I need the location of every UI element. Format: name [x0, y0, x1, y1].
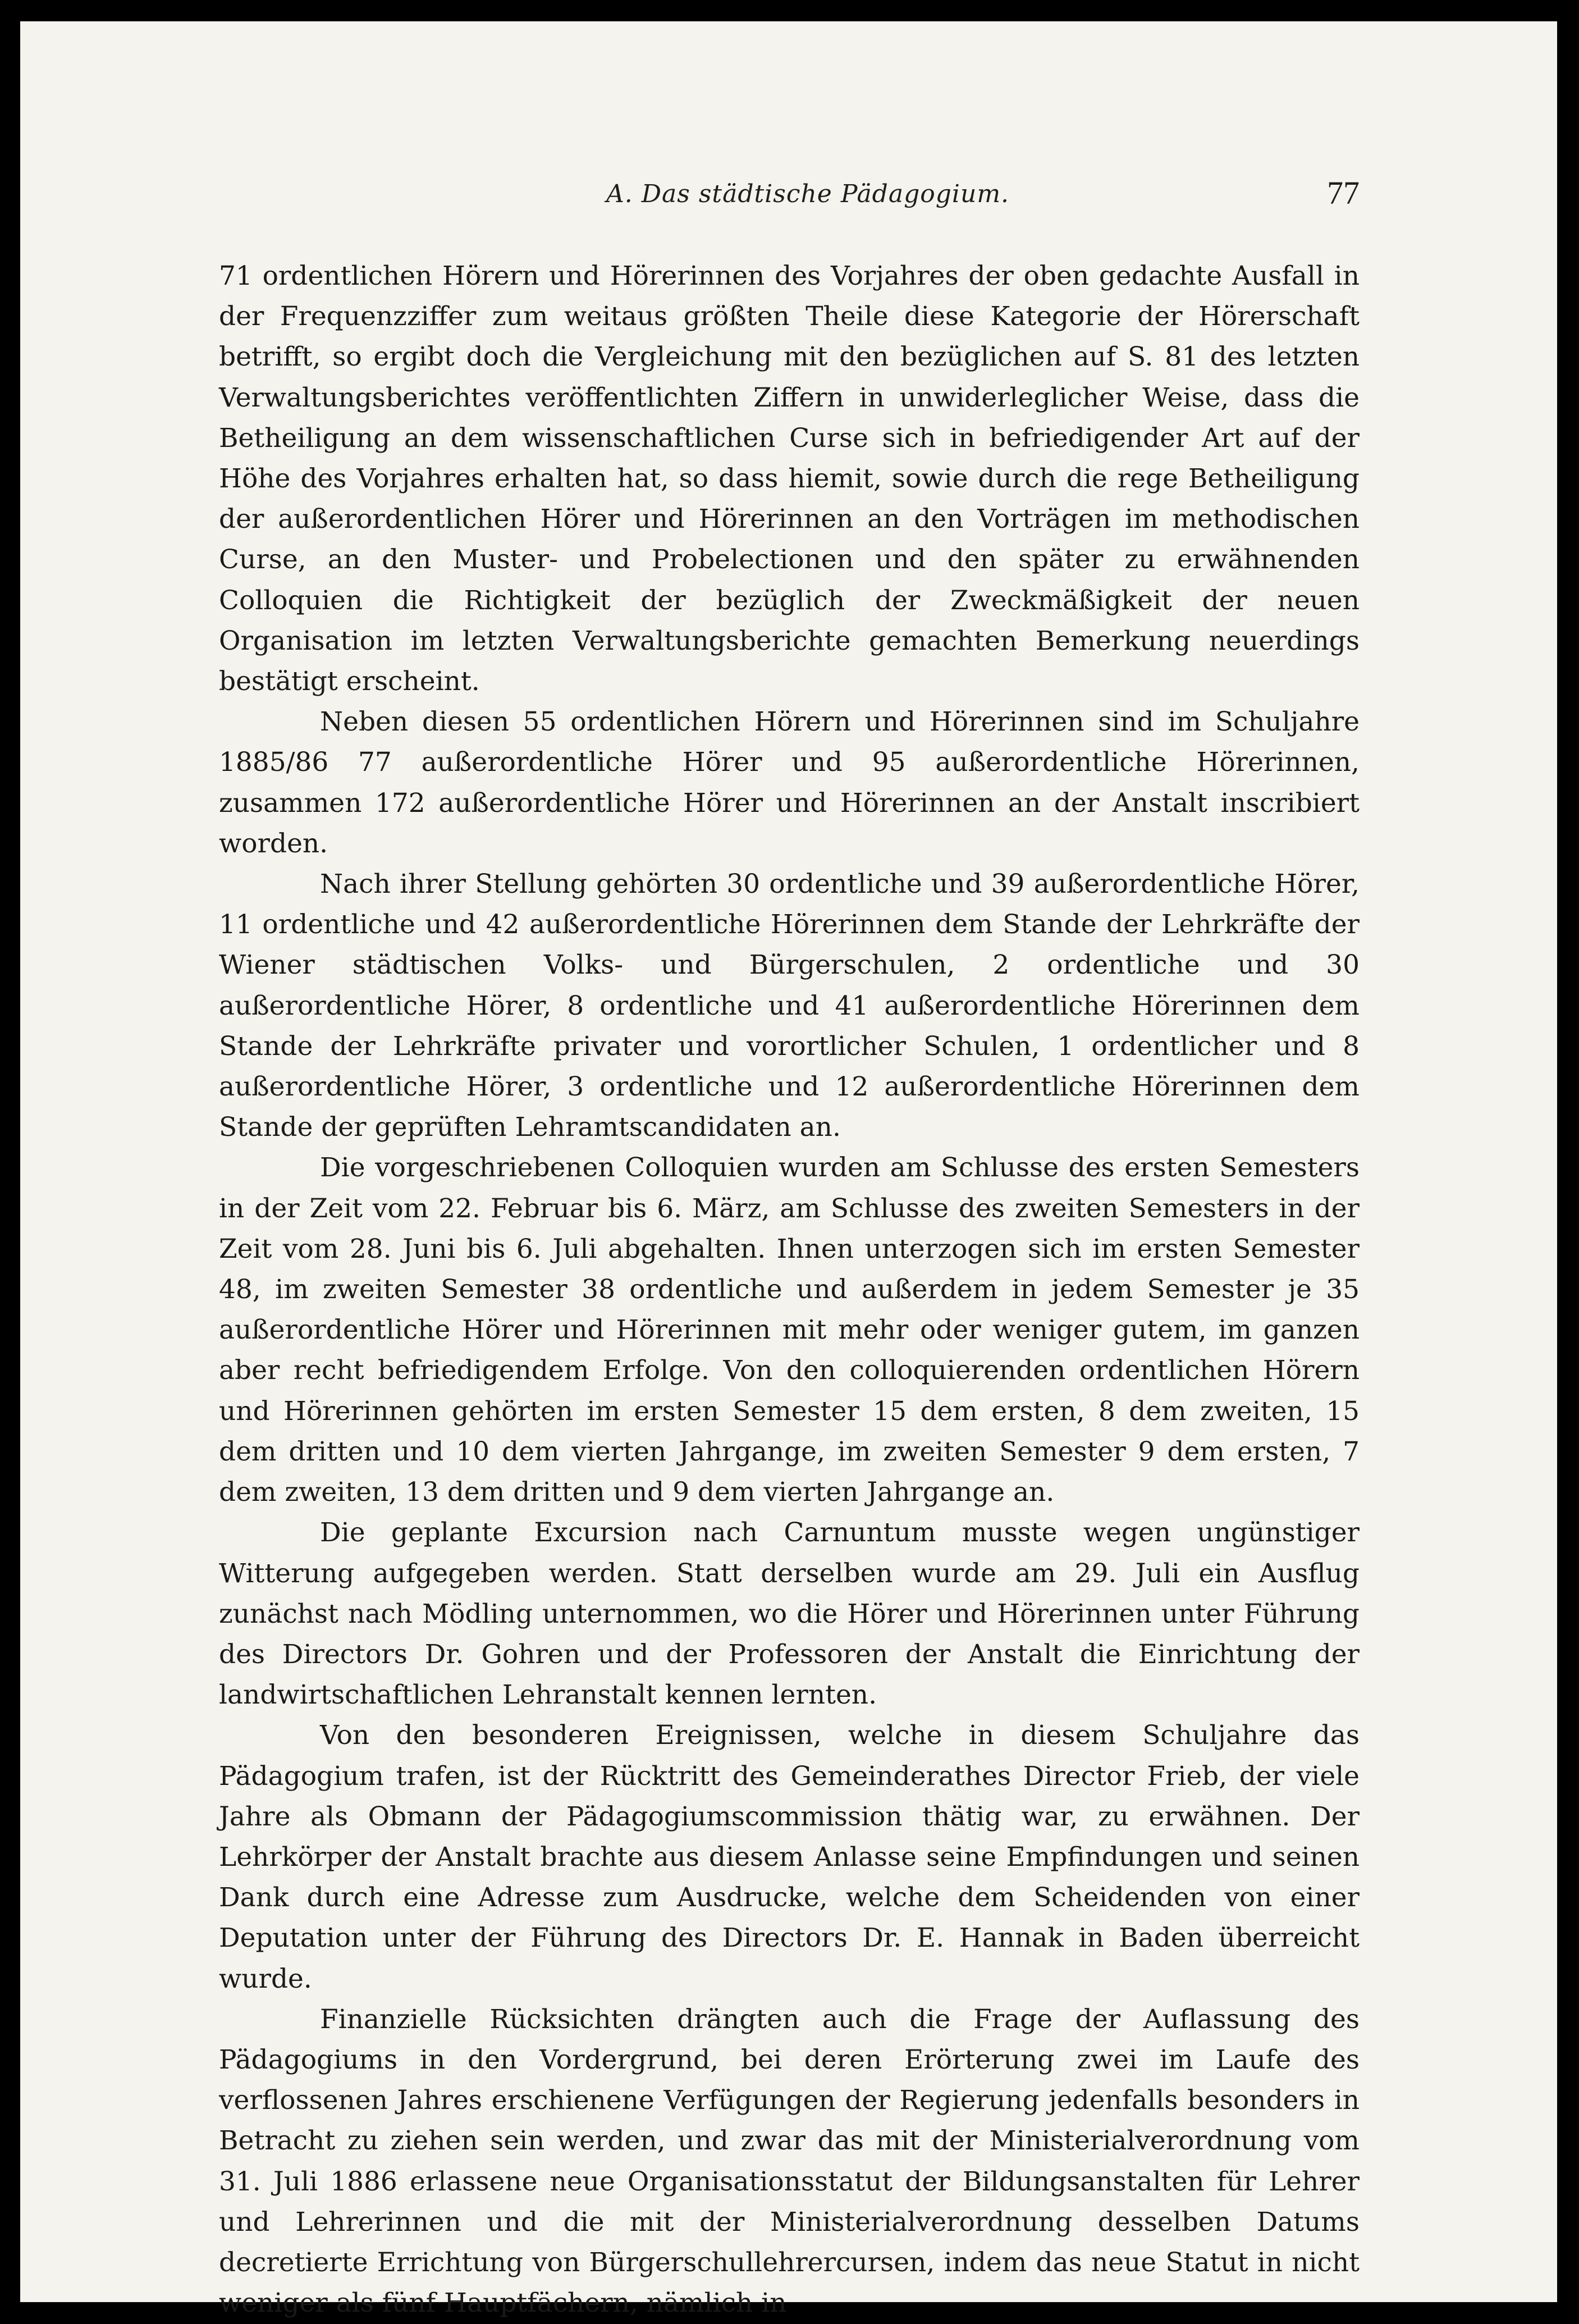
- body-text: [219, 256, 1360, 2323]
- paragraph-3: Nach ihrer Stellung gehörten 30 ordentliche und 39 außerordentliche Hörer, 11 ordentliche und 42 außerordentliche Hörerinnen dem Stande der Lehrkräfte der Wiener städtischen Volks- und Bürgerschulen, 2 ordentliche und 30 außerordentliche Hörer, 8 ordentliche und 41 außerordentliche Hörerinnen dem Stande der Lehrkräfte privater und vorortlicher Schulen, 1 ordentlicher und 8 außerordentliche Hörer, 3 ordentliche und 12 außerordentliche Hörerinnen dem Stande der geprüften Lehramtscandidaten an.: [219, 869, 1360, 1143]
- paragraph-7: Finanzielle Rücksichten drängten auch die Frage der Auflassung des Pädagogiums in den Vordergrund, bei deren Erörterung zwei im Laufe des verflossenen Jahres erschienene Verfügungen der Regierung jedenfalls besonders in Betracht zu ziehen sein werden, und zwar das mit der Ministerialverordnung vom 31. Juli 1886 erlassene neue Organisationsstatut der Bildungsanstalten für Lehrer und Lehrerinnen und die mit der Ministerialverordnung desselben Datums decretierte Errichtung von Bürgerschullehrercursen, indem das neue Statut in nicht weniger als fünf Hauptfächern, nämlich in: [219, 2003, 1360, 2319]
- page: [20, 21, 1557, 2319]
- paragraph-4: Die vorgeschriebenen Colloquien wurden am Schlusse des ersten Semesters in der Zeit vom 22. Februar bis 6. März, am Schlusse des zweiten Semesters in der Zeit vom 28. Juni bis 6. Juli abgehalten. Ihnen unterzogen sich im ersten Semester 48, im zweiten Semester 38 ordentliche und außerdem in jedem Semester je 35 außerordentliche Hörer und Hörerinnen mit mehr oder weniger gutem, im ganzen aber recht befriedigendem Erfolge. Von den colloquierenden ordentlichen Hörern und Hörerinnen gehörten im ersten Semester 15 dem ersten, 8 dem zweiten, 15 dem dritten und 10 dem vierten Jahrgange, im zweiten Semester 9 dem ersten, 7 dem zweiten, 13 dem dritten und 9 dem vierten Jahrgange an.: [219, 1152, 1360, 1508]
- paragraph-5: Die geplante Excursion nach Carnuntum musste wegen ungünstiger Witterung aufgegeben werden. Statt derselben wurde am 29. Juli ein Ausflug zunächst nach Mödling unternommen, wo die Hörer und Hörerinnen unter Führung des Directors Dr. Gohren und der Professoren der Anstalt die Einrichtung der landwirtschaftlichen Lehranstalt kennen lernten.: [219, 1517, 1360, 1711]
- paragraph-1: 71 ordentlichen Hörern und Hörerinnen des Vorjahres der oben gedachte Ausfall in der Frequenzziffer zum weitaus größten Theile diese Kategorie der Hörerschaft betrifft, so ergibt doch die Vergleichung mit den bezüglichen auf S. 81 des letzten Verwaltungsberichtes veröffentlichten Ziffern in unwiderleglicher Weise, dass die Betheiligung an dem wissenschaftlichen Curse sich in befriedigender Art auf der Höhe des Vorjahres erhalten hat, so dass hiemit, sowie durch die rege Betheiligung der außerordentlichen Hörer und Hörerinnen an den Vorträgen im methodischen Curse, an den Muster- und Probelectionen und den später zu erwähnenden Colloquien die Richtigkeit der bezüglich der Zweckmäßigkeit der neuen Organisation im letzten Verwaltungsberichte gemachten Bemerkung neuerdings bestätigt erscheint.: [219, 261, 1360, 697]
- paragraph-2: Neben diesen 55 ordentlichen Hörern und Hörerinnen sind im Schuljahre 1885/86 77 außerordentliche Hörer und 95 außerordentliche Hörerinnen, zusammen 172 außerordentliche Hörer und Hörerinnen an der Anstalt inscribiert worden.: [219, 706, 1360, 859]
- running-head: A. Das städtische Pädagogium.: [606, 180, 1010, 208]
- page-header: [219, 174, 1360, 219]
- page-number: 77: [1327, 175, 1360, 211]
- paragraph-6: Von den besonderen Ereignissen, welche in diesem Schuljahre das Pädagogium trafen, ist der Rücktritt des Gemeinderathes Director Frieb, der viele Jahre als Obmann der Pädagogiumscommission thätig war, zu erwähnen. Der Lehrkörper der Anstalt brachte aus diesem Anlasse seine Empfindungen und seinen Dank durch eine Adresse zum Ausdrucke, welche dem Scheidenden von einer Deputation unter der Führung des Directors Dr. E. Hannak in Baden überreicht wurde.: [219, 1720, 1360, 1994]
